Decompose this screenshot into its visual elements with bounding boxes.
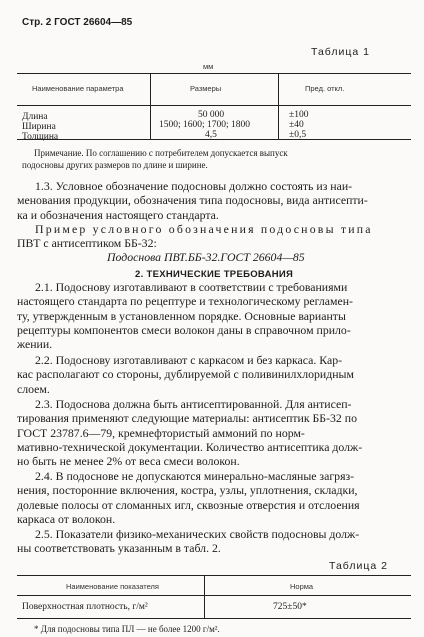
table1-caption: Таблица 1: [311, 46, 370, 58]
table1-header-size: Размеры: [190, 84, 222, 93]
text-line: настоящего стандарта по рецептуре и технологическому регламен-: [17, 294, 353, 309]
table2-header-rule: [17, 595, 411, 596]
text-line: 2.2. Подоснову изготавливают с каркасом и без каркаса. Кар-: [35, 353, 343, 367]
text-line: 2.5. Показатели физико-механических свойств подосновы долж-: [35, 527, 360, 541]
paragraph-2-1: [17, 280, 411, 351]
table1-row-size: 1500; 1600; 1700; 1800: [159, 120, 251, 130]
table1-row-name: Толщина: [22, 132, 59, 142]
text-line: каркаса от волокон.: [17, 511, 116, 526]
text-line: тирования применяют следующие материалы: антисептик ББ-32 по: [17, 411, 357, 426]
table1-header-rule: [17, 105, 411, 106]
text-line: 2.4. В подоснове не допускаются минерально-масляные загряз-: [35, 469, 355, 483]
text-line: 2.3. Подоснова должна быть антисептированной. Для антисеп-: [35, 397, 352, 411]
text-line: мативно-технической документации. Количество антисептика долж-: [17, 439, 363, 454]
paragraph-2-3: [17, 397, 411, 468]
text-line: но быть не менее 2% от веса смеси волокон.: [17, 454, 240, 469]
section-title: 2. ТЕХНИЧЕСКИЕ ТРЕБОВАНИЯ: [135, 269, 294, 280]
text-line: нения, посторонние включения, костра, узлы, уплотнения, складки,: [17, 483, 358, 498]
table1-row-tol: ±40: [289, 120, 304, 130]
table2-bottom-rule: [17, 618, 411, 619]
text-line: менования продукции, обозначения типа подосновы, вида антисепти-: [17, 193, 368, 208]
table1-row-size: 4,5: [205, 130, 217, 140]
text-line: жении.: [17, 337, 53, 352]
text-line: 1.3. Условное обозначение подосновы должно состоять из наи-: [35, 179, 353, 193]
text-line: слоем.: [17, 381, 50, 396]
text-line: ка и обозначения настоящего стандарта.: [17, 207, 219, 222]
text-line: ту, утвержденным в установленном порядке. Основные варианты: [17, 308, 346, 323]
table1-top-rule: [17, 73, 411, 74]
text-line: кас располагают со стороны, дублируемой с поливинилхлоридным: [17, 367, 354, 382]
table2-header-name: Наименование показателя: [66, 582, 159, 591]
paragraph-2-4: [17, 469, 411, 526]
example-designation: Подоснова ПВТ.ББ-32.ГОСТ 26604—85: [107, 250, 305, 265]
table1-row-name: Длина: [22, 112, 48, 122]
paragraph-2-5: [17, 527, 411, 556]
table1-note-line: подосновы других размеров по длине и ширине.: [22, 160, 208, 170]
table1-col-divider: [278, 73, 279, 139]
paragraph-2-2: [17, 353, 411, 396]
text-line: рецептуры компонентов смеси волокон даны в справочном прило-: [17, 322, 351, 337]
table1-row-tol: ±0,5: [289, 130, 307, 140]
text-line: долевые полосы от сломанных игл, сквозные отверстия и отслоения: [17, 497, 360, 512]
table1-unit: мм: [203, 62, 214, 71]
page-header: Стр. 2 ГОСТ 26604—85: [22, 17, 133, 28]
table2-row-name: Поверхностная плотность, г/м²: [22, 602, 148, 612]
table1-header-tol: Пред. откл.: [305, 84, 345, 93]
table1-row-tol: ±100: [289, 110, 309, 120]
table2-header-norm: Норма: [290, 582, 314, 591]
table1-header-name: Наименование параметра: [32, 84, 124, 93]
example-label: Пример условного обозначения подосновы типа: [35, 221, 373, 236]
text-line: 2.1. Подоснову изготавливают в соответствии с требованиями: [35, 280, 348, 294]
text-line: ны соответствовать указанным в табл. 2.: [17, 541, 221, 556]
table1-row-size: 50 000: [198, 110, 225, 120]
paragraph-1-3: [17, 179, 411, 265]
table1-col-divider: [150, 73, 151, 139]
table2-col-divider: [204, 575, 205, 618]
table2-top-rule: [17, 575, 411, 576]
text-line: ПВТ с антисептиком ББ-32:: [17, 236, 157, 251]
table2-row-value: 725±50*: [273, 602, 307, 612]
table1-row-name: Ширина: [22, 122, 56, 132]
text-line: ГОСТ 23787.6—79, кремнефтористый аммоний по норм-: [17, 425, 305, 440]
table2-footnote: * Для подосновы типа ПЛ — не более 1200 г/м².: [34, 624, 220, 634]
table1-note-line: Примечание. По соглашению с потребителем допускается выпуск: [34, 148, 288, 158]
table2-caption: Таблица 2: [329, 560, 388, 572]
